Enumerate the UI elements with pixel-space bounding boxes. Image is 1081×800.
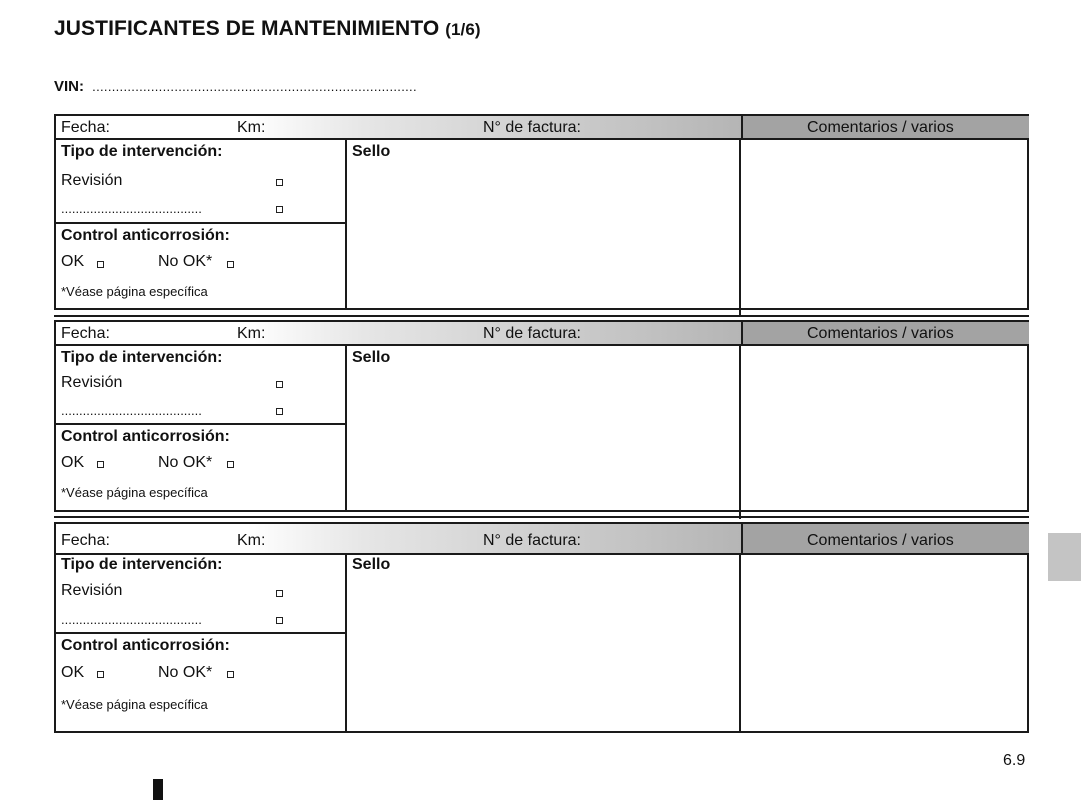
anticorrosion-divider <box>56 423 345 425</box>
separator-tick <box>739 310 741 317</box>
page-number: 6.9 <box>1003 752 1026 769</box>
vin-line <box>54 78 417 95</box>
blank-intervention-line[interactable]: ....................................... <box>61 201 202 216</box>
intervention-type-title: Tipo de intervención: <box>61 143 223 160</box>
not-ok-checkbox[interactable] <box>227 261 234 268</box>
revision-checkbox[interactable] <box>276 179 283 186</box>
comments-area[interactable] <box>741 555 1029 733</box>
comments-area[interactable] <box>741 140 1029 310</box>
record-1-separator <box>54 315 1029 317</box>
ok-checkbox[interactable] <box>97 461 104 468</box>
vin-field[interactable]: ................................................................................... <box>92 79 417 94</box>
intervention-type-title: Tipo de intervención: <box>61 349 223 366</box>
not-ok-label: No OK* <box>158 664 213 681</box>
km-label: Km: <box>237 119 266 136</box>
ok-checkbox[interactable] <box>97 671 104 678</box>
ok-checkbox[interactable] <box>97 261 104 268</box>
comments-label: Comentarios / varios <box>807 325 954 342</box>
date-label: Fecha: <box>61 325 110 342</box>
revision-label: Revisión <box>61 374 123 391</box>
not-ok-checkbox[interactable] <box>227 671 234 678</box>
maintenance-record-2 <box>54 320 1029 512</box>
maintenance-record-1 <box>54 114 1029 310</box>
maintenance-record-3 <box>54 522 1029 733</box>
record-header-bar <box>56 322 741 344</box>
record-header-bar <box>56 524 741 553</box>
blank-intervention-line[interactable]: ....................................... <box>61 612 202 627</box>
intervention-type-title: Tipo de intervención: <box>61 556 223 573</box>
intervention-column <box>56 140 347 310</box>
date-label: Fecha: <box>61 119 110 136</box>
footnote: *Véase página específica <box>61 485 208 500</box>
not-ok-label: No OK* <box>158 253 213 270</box>
comments-label: Comentarios / varios <box>807 119 954 136</box>
revision-label: Revisión <box>61 172 123 189</box>
record-header <box>56 322 1027 346</box>
comments-label: Comentarios / varios <box>807 532 954 549</box>
intervention-column <box>56 346 347 512</box>
anticorrosion-title: Control anticorrosión: <box>61 227 230 244</box>
separator-tick <box>739 512 741 519</box>
vin-label: VIN: <box>54 78 84 95</box>
stamp-column <box>347 140 741 310</box>
blank-intervention-line[interactable]: ....................................... <box>61 403 202 418</box>
record-2-separator <box>54 516 1029 518</box>
stamp-label: Sello <box>352 556 391 573</box>
chapter-side-tab <box>1048 533 1081 581</box>
footnote: *Véase página específica <box>61 284 208 299</box>
stamp-column <box>347 555 741 733</box>
record-header <box>56 524 1027 555</box>
anticorrosion-divider <box>56 222 345 224</box>
comments-area[interactable] <box>741 346 1029 512</box>
ok-label: OK <box>61 253 85 270</box>
km-label: Km: <box>237 325 266 342</box>
anticorrosion-divider <box>56 632 345 634</box>
blank-intervention-checkbox[interactable] <box>276 617 283 624</box>
page-title-part: (1/6) <box>445 20 481 39</box>
record-header-bar <box>56 116 741 138</box>
crop-mark <box>153 779 163 800</box>
invoice-number-label: N° de factura: <box>483 119 581 136</box>
not-ok-checkbox[interactable] <box>227 461 234 468</box>
anticorrosion-title: Control anticorrosión: <box>61 637 230 654</box>
page-title <box>54 17 481 41</box>
blank-intervention-checkbox[interactable] <box>276 206 283 213</box>
anticorrosion-title: Control anticorrosión: <box>61 428 230 445</box>
revision-label: Revisión <box>61 582 123 599</box>
date-label: Fecha: <box>61 532 110 549</box>
invoice-number-label: N° de factura: <box>483 532 581 549</box>
blank-intervention-checkbox[interactable] <box>276 408 283 415</box>
stamp-label: Sello <box>352 143 391 160</box>
page-title-text: JUSTIFICANTES DE MANTENIMIENTO <box>54 17 440 40</box>
stamp-column <box>347 346 741 512</box>
ok-label: OK <box>61 664 85 681</box>
stamp-label: Sello <box>352 349 391 366</box>
footnote: *Véase página específica <box>61 697 208 712</box>
revision-checkbox[interactable] <box>276 381 283 388</box>
record-header <box>56 116 1027 140</box>
revision-checkbox[interactable] <box>276 590 283 597</box>
km-label: Km: <box>237 532 266 549</box>
invoice-number-label: N° de factura: <box>483 325 581 342</box>
intervention-column <box>56 555 347 733</box>
not-ok-label: No OK* <box>158 454 213 471</box>
ok-label: OK <box>61 454 85 471</box>
